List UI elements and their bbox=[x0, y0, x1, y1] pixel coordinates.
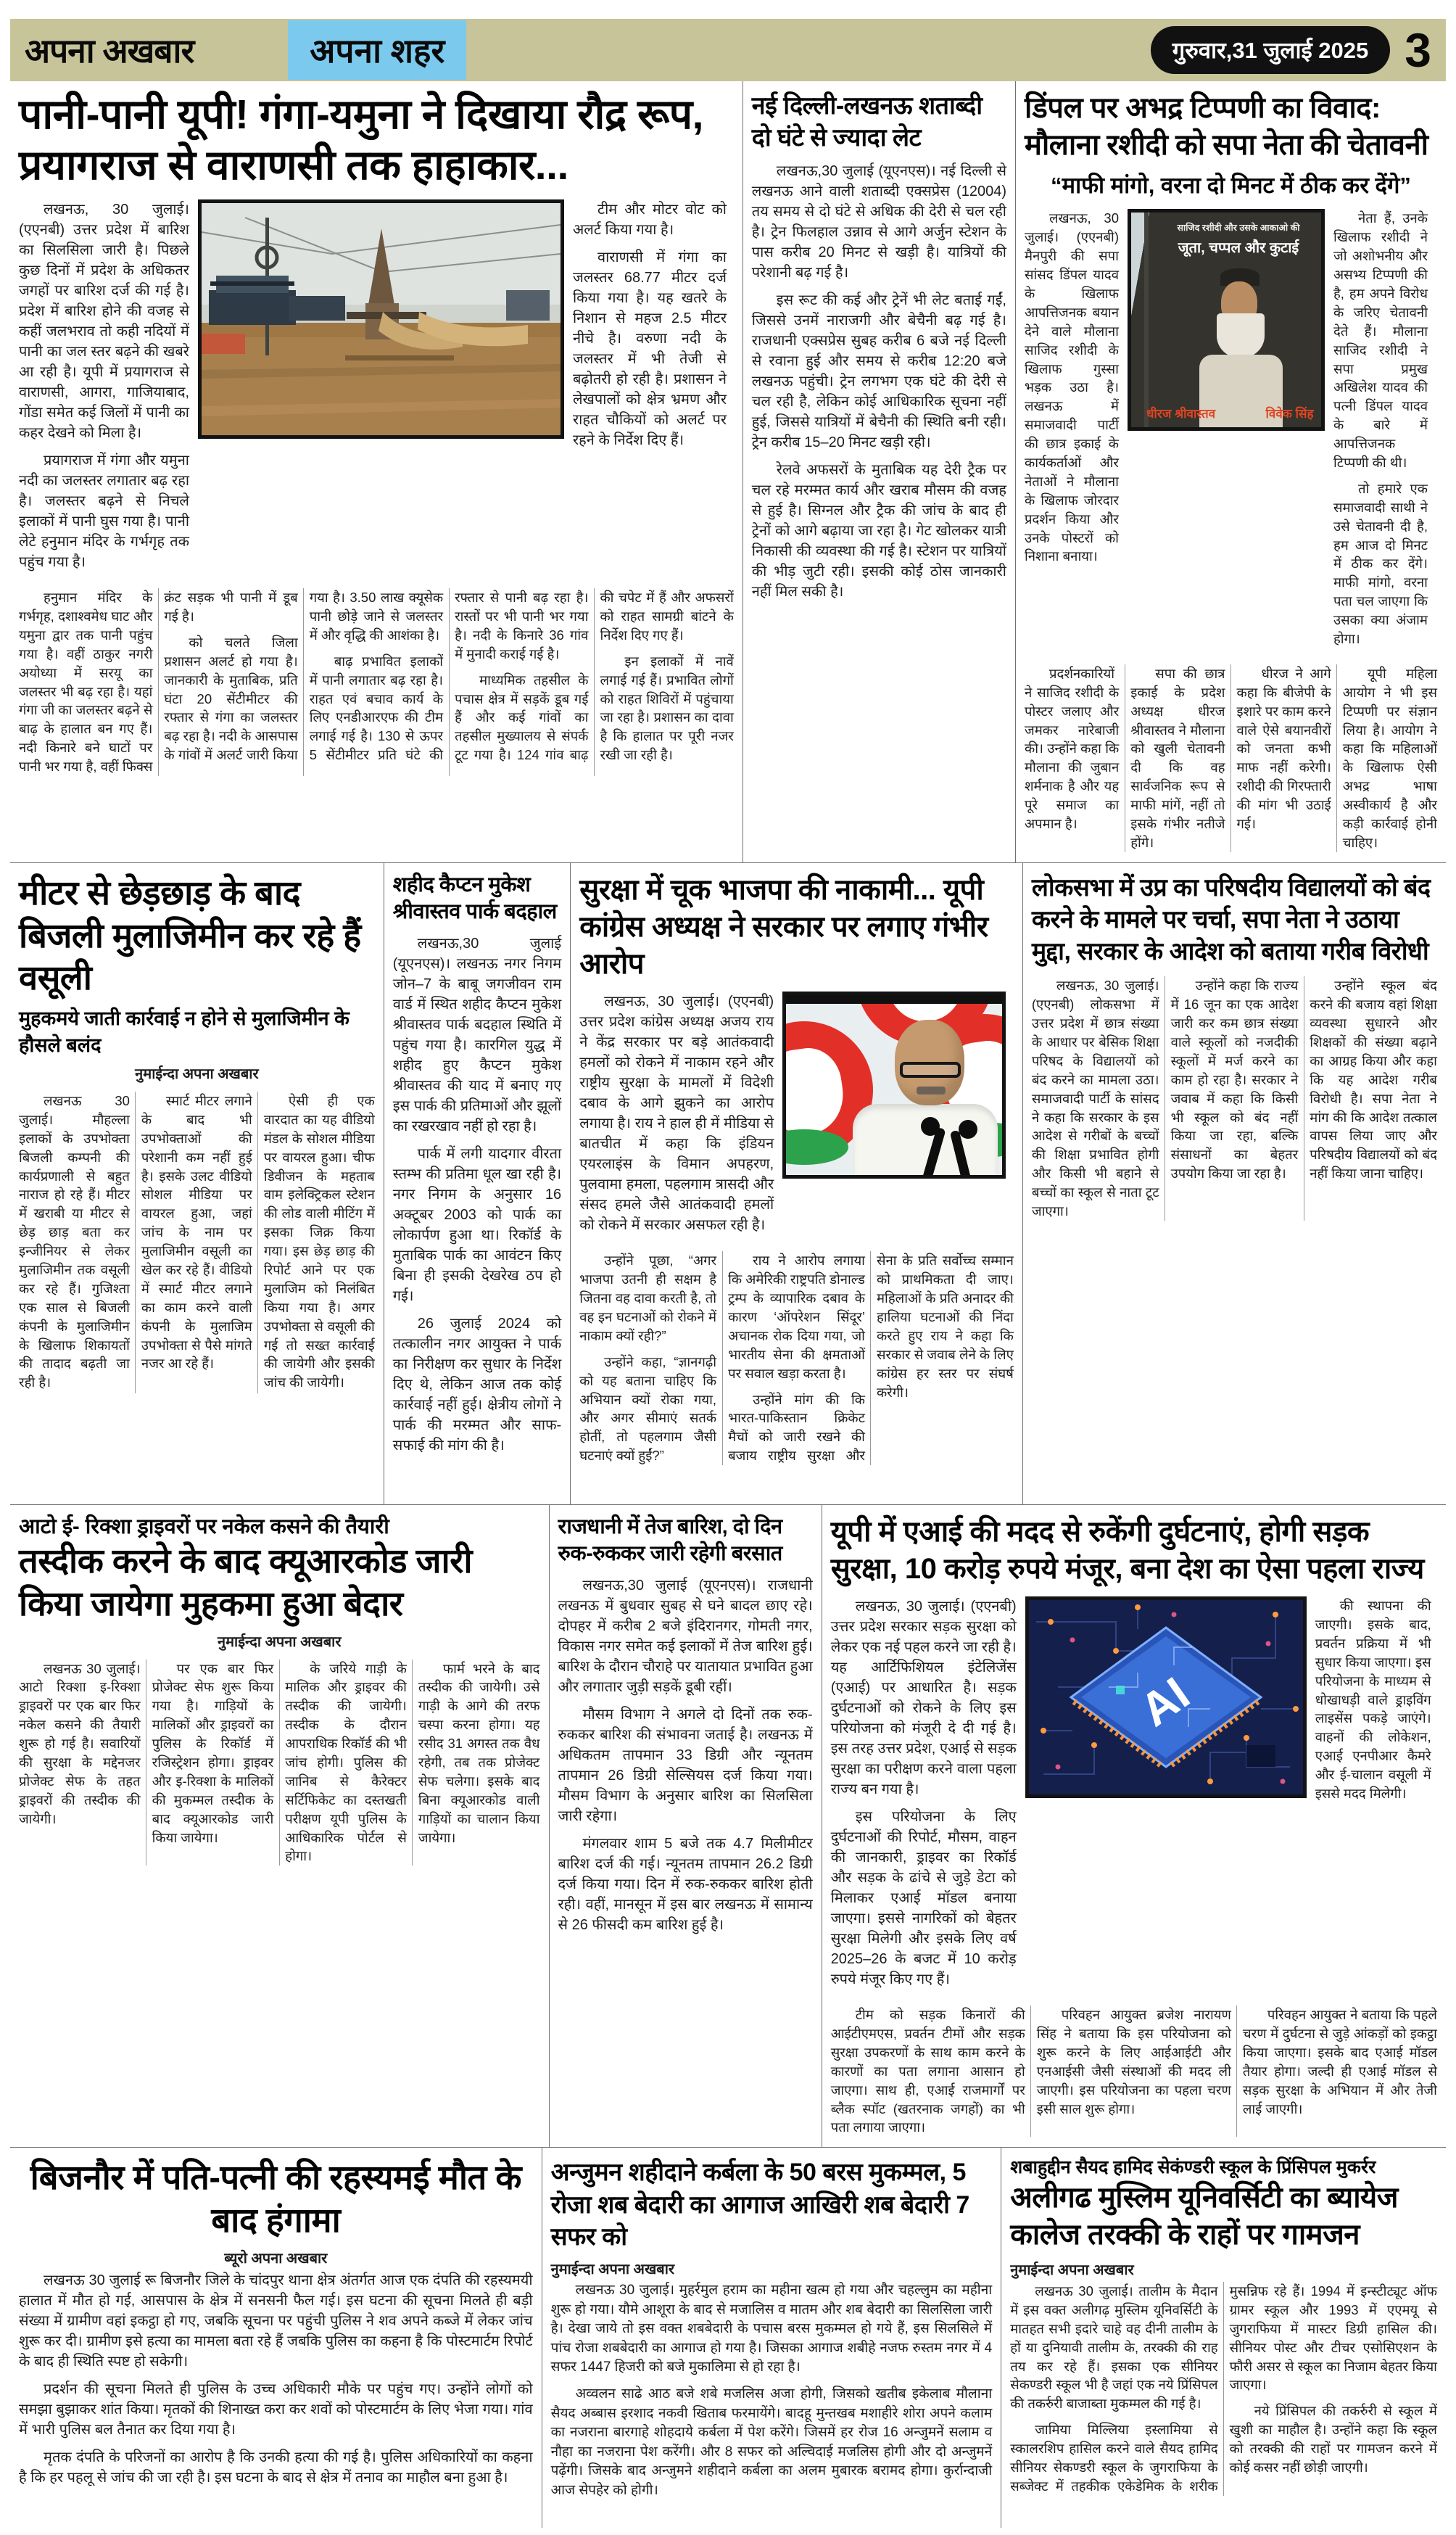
qr-kicker: आटो ई- रिक्शा ड्राइवरों पर नकेल कसने की तैयारी bbox=[19, 1514, 389, 1538]
hoarding-name-left: धीरज श्रीवास्तव bbox=[1146, 407, 1216, 421]
page-number: 3 bbox=[1405, 23, 1431, 77]
captain-headline: शहीद कैप्टन मुकेश श्रीवास्तव पार्क बदहाल bbox=[392, 873, 557, 924]
ai-col3: की स्थापना की जाएगी। इसके बाद, प्रवर्तन प्रक्रिया में भी सुधार किया जाएगा। इस परियोजना के माध्यम से धोखाधड़ी वाले ड्राइविंग लाइसेंस पकड़े जाएंगे। वाहनों की लोकेशन, एआई एनपीआर कैमरे और ई-चालान वसूली में इससे मदद मिलेगी। bbox=[1315, 1598, 1431, 1802]
date-pill: गुरुवार,31 जुलाई 2025 bbox=[1151, 26, 1391, 74]
bijnor-headline: बिजनौर में पति-पत्नी की रहस्यमई मौत के बाद हंगामा bbox=[30, 2158, 521, 2240]
rain-headline: राजधानी में तेज बारिश, दो दिन रुक-रुककर जारी रहेगी बरसात bbox=[558, 1514, 782, 1566]
ai-headline: यूपी में एआई की मदद से रुकेंगी दुर्घटनाएं, होगी सड़क सुरक्षा, 10 करोड़ रुपये मंजूर, बना देश का ऐसा पहला राज्य bbox=[830, 1515, 1424, 1585]
amu-body: लखनऊ 30 जुलाई। तालीम के मैदान में इस वक्त अलीगढ़ मुस्लिम यूनिवर्सिटी के मातहत सभी इदारे चाहे वह दीनी तालीम के हों या दुनियावी तालीम के, तरक्की की राह तय कर रहे हैं। इसका एक सीनियर सेकण्डरी स्कूल भी है जहां एक नये प्रिंसिपल की तकर्रुरी बाजाब्ता मुकम्मल की गई है। जामिया मिल्लिया इस्लामिया से स्कालरशिप हासिल करने वाले सैयद हामिद सीनियर सेकण्डरी स्कूल के जुगराफिया के सब्जेक्ट में तहकीक एकेडेमिक के शरीक मुसन्निफ रहे हैं। 1994 में इन्स्टीट्यूट ऑफ ग्रामर स्कूल और 1993 में एएमयू से जुगराफिया में मास्टर डिग्री हासिल की। सीनियर पोस्ट और टीचर एसोसिएशन के फौरी असर से स्कूल का निजाम बेहतर किया जाएगा। नये प्रिंसिपल की तकर्रुरी से स्कूल में खुशी का माहौल है। उन्होंने कहा कि स्कूल को तरक्की की राहों पर गामजन करने में कोई कसर नहीं छोड़ी जाएगी। bbox=[1010, 2283, 1437, 2494]
qr-headline: तस्दीक करने के बाद क्यूआरकोड जारी किया जायेगा मुहकमा हुआ बेदार bbox=[19, 1541, 473, 1623]
speaker-glasses bbox=[900, 1062, 961, 1078]
shatabdi-headline: नई दिल्ली-लखनऊ शताब्दी दो घंटे से ज्यादा लेट bbox=[751, 92, 983, 152]
article-ai-road-safety bbox=[822, 1505, 1446, 2148]
article-karbala bbox=[542, 2148, 1001, 2528]
shatabdi-body: लखनऊ,30 जुलाई (यूएनएस)। नई दिल्ली से लखनऊ आने वाली शताब्दी एक्सप्रेस (12004) तय समय से दो घंटे से अधिक की देरी से चल रही है। ट्रेन फिलहाल उन्नाव से आगे अर्जुन स्टेशन के पास करीब 20 मिनट से खड़ी है। यात्रियों की परेशानी बढ़ गई है। इस रूट की कई और ट्रेनें भी लेट बताई गईं, जिससे उनमें नाराजगी और बेचैनी बढ़ गई है। राजधानी एक्सप्रेस सुबह करीब 6 बजे नई दिल्ली से रवाना हुई और समय से करीब 12:20 बजे लखनऊ पहुंची। ट्रेन लगभग एक घंटे की देरी से चल रही है, लेकिन कोई आधिकारिक सूचना नहीं हुई, जिससे यात्रियों में बेचैनी की स्थिति बनी रही। ट्रेन करीब 15–20 मिनट खड़ी रही। रेलवे अफसरों के मुताबिक यह देरी ट्रैक पर चल रहे मरम्मत कार्य और खराब मौसम की वजह से हुई है। सिग्नल और ट्रैक की जांच के बाद ही ट्रेनों को आगे बढ़ाया जा रहा है। गेट खोलकर यात्री निकासी की व्यवस्था की गई है। स्टेशन पर यात्रियों की भीड़ जुटी रही। इसकी कोई ठोस जानकारी नहीं मिल सकी है। bbox=[751, 163, 1006, 601]
karbala-headline: अन्जुमन शहीदाने कर्बला के 50 बरस मुकम्मल, 5 रोजा शब बेदारी का आगाज आखिरी शब बेदारी 7 सफर को bbox=[550, 2159, 969, 2251]
dimple-body-bottom: प्रदर्शनकारियों ने साजिद रशीदी के पोस्टर जलाए और जमकर नारेबाजी की। उन्होंने कहा कि मौलाना की जुबान शर्मनाक है और यह पूरे समाज का अपमान है। सपा की छात्र इकाई के प्रदेश अध्यक्ष धीरज श्रीवास्तव ने मौलाना को खुली चेतावनी दी कि वह सार्वजनिक रूप से माफी मांगें, नहीं तो इसके गंभीर नतीजे होंगे। धीरज ने आगे कहा कि बीजेपी के इशारे पर काम करने वाले ऐसे बयानवीरों को जनता कभी माफ नहीं करेगी। रशीदी की गिरफ्तारी की मांग भी उठाई गई। यूपी महिला आयोग ने भी इस टिप्पणी पर संज्ञान लिया है। आयोग ने कहा कि महिलाओं के खिलाफ ऐसी अभद्र भाषा अस्वीकार्य है और कड़ी कार्रवाई होनी चाहिए। bbox=[1024, 665, 1437, 850]
speaker-mustache bbox=[917, 1087, 946, 1095]
qr-body: लखनऊ 30 जुलाई। आटो रिक्शा इ-रिक्शा ड्राइवरों पर एक बार फिर नकेल कसने की तैयारी शुरू हो गई है। सवारियों की सुरक्षा के मद्देनजर प्रोजेक्ट सेफ के तहत ड्राइवरों की तस्दीक की जायेगी। पर एक बार फिर प्रोजेक्ट सेफ शुरू किया गया है। गाड़ियों के मालिकों और ड्राइवरों का पुलिस के रिकॉर्ड में रजिस्ट्रेशन होगा। ड्राइवर और इ-रिक्शा के मालिकों की मुकम्मल तस्दीक के बाद क्यूआरकोड जारी किया जायेगा। के जरिये गाड़ी के मालिक और ड्राइवर की तस्दीक की जायेगी। तस्दीक के दौरान आपराधिक रिकॉर्ड की भी जांच होगी। पुलिस की जानिब से कैरेक्टर सर्टिफिकेट का दस्तखती परीक्षण यूपी पुलिस के आधिकारिक पोर्टल से होगा। फार्म भरने के बाद तस्दीक की जायेगी। उसे गाड़ी के आगे की तरफ चस्पा करना होगा। यह रसीद 31 अगस्त तक वैध रहेगी, तब तक प्रोजेक्ट सेफ चलेगा। इसके बाद बिना क्यूआरकोड वाली गाड़ियों का चालान किया जायेगा। bbox=[19, 1660, 540, 1864]
flood-col1: लखनऊ, 30 जुलाई। (एएनबी) उत्तर प्रदेश में बारिश का सिलसिला जारी है। पिछले कुछ दिनों में प्रदेश के अधिकतर जगहों पर बारिश दर्ज की गई है। प्रदेश में बारिश होने की वजह से कहीं जलभराव तो कही नदियों में पानी का जल स्तर बढ़ने की खबरे आ रही है। यूपी में प्रयागराज से वाराणसी, आगरा, गाजियाबाद, गोंडा समेत कई जिलों में पानी का कहर देखने को मिला है। प्रयागराज में गंगा और यमुना नदी का जलस्तर लगातार बढ़ रहा है। जलस्तर बढ़ने से निचले इलाकों में पानी घुस गया है। पानी लेटे हनुमान मंदिर के गर्भगृह तक पहुंच गया है। bbox=[19, 202, 189, 571]
edition-name: अपना शहर bbox=[288, 20, 466, 80]
article-shatabdi bbox=[743, 81, 1015, 862]
meter-subhead: मुहकमये जाती कार्रवाई न होने से मुलाजिमीन के हौसले बलंद bbox=[19, 1007, 349, 1057]
hoarding-photo bbox=[1128, 209, 1325, 431]
maulana-beard bbox=[1217, 313, 1265, 358]
meter-byline: नुमाईन्दा अपना अखबार bbox=[135, 1066, 259, 1083]
band-middle bbox=[10, 862, 1446, 1504]
ai-body-bottom: टीम को सड़क किनारों की आईटीएमएस, प्रवर्तन टीमों और सड़क सुरक्षा उपकरणों के साथ काम करने के कारणों का पता लगाना आसान हो जाएगा। साथ ही, एआई राजमार्गों पर ब्लैक स्पॉट (खतरनाक जगहों) का भी पता लगाया जाएगा। परिवहन आयुक्त ब्रजेश नारायण सिंह ने बताया कि इस परियोजना को शुरू करने के लिए आईआईटी और एनआईसी जैसी संस्थाओं की मदद ली जाएगी। इस परियोजना का पहला चरण इसी साल शुरू होगा। परिवहन आयुक्त ने बताया कि पहले चरण में दुर्घटना से जुड़े आंकड़ों को इकट्ठा किया जाएगा। इसके बाद एआई मॉडल तैयार होगा। जल्दी ही एआई मॉडल से सड़क सुरक्षा के अभियान में और तेजी लाई जाएगी। bbox=[830, 2007, 1437, 2135]
hoarding-pole bbox=[1144, 213, 1149, 427]
congress-press-photo bbox=[782, 992, 1006, 1179]
article-schools bbox=[1022, 863, 1446, 1504]
karbala-byline: नुमाईन्दा अपना अखबार bbox=[550, 2261, 675, 2278]
rain-body: लखनऊ,30 जुलाई (यूएनएस)। राजधानी लखनऊ में बुधवार सुबह से घने बादल छाए रहे। दोपहर में करीब 2 बजे इंदिरानगर, गोमती नगर, विकास नगर समेत कई इलाकों में तेज बारिश हुई। बारिश के दौरान चौराहे पर यातायात प्रभावित हुआ और लगातार जुड़ी सड़कें डूबी रहीं। मौसम विभाग ने अगले दो दिनों तक रुक-रुककर बारिश की संभावना जताई है। लखनऊ में अधिकतम तापमान 33 डिग्री और न्यूनतम तापमान 26 डिग्री सेल्सियस दर्ज किया गया। मौसम विभाग के अनुसार बारिश का सिलसिला जारी रहेगा। मंगलवार शाम 5 बजे तक 4.7 मिलीमीटर बारिश दर्ज की गई। न्यूनतम तापमान 26.2 डिग्री दर्ज किया गया। दिन में रुक-रुककर बारिश होती रही। वहीं, मानसून में इस बार लखनऊ में सामान्य से 26 फीसदी कम बारिश हुई है। bbox=[558, 1578, 813, 1934]
masthead bbox=[10, 19, 1446, 81]
flood-col3: टीम और मोटर वोट को अलर्ट किया गया है। वाराणसी में गंगा का जलस्तर 68.77 मीटर दर्ज किया गया है। यह खतरे के निशान से महज 2.5 मीटर नीचे है। वरुणा नदी के जलस्तर में भी तेजी से बढ़ोतरी हो रही है। प्रशासन ने लेखपालों को क्षेत्र भ्रमण और राहत चौकियों को अलर्ट पर रहने के निर्देश दिए हैं। bbox=[573, 202, 727, 449]
amu-byline: नुमाईन्दा अपना अखबार bbox=[1010, 2262, 1134, 2278]
band-lower bbox=[10, 1504, 1446, 2148]
bijnor-body: लखनऊ 30 जुलाई रू बिजनौर जिले के चांदपुर थाना क्षेत्र अंतर्गत आज एक दंपति की रहस्यमयी हालात में मौत हो गई, आसपास के क्षेत्र में सनसनी फैल गई। इस घटना की सूचना मिलते ही बड़ी संख्या में ग्रामीण वहां इकट्ठा हो गए, जबकि सूचना पर पहुंची पुलिस ने शव अपने कब्जे में लेकर जांच शुरू कर दी। ग्रामीण इसे हत्या का मामला बता रहे हैं जबकि पुलिस का कहना है कि पोस्टमार्टम रिपोर्ट के बाद ही स्थिति स्पष्ट हो सकेगी। प्रदर्शन की सूचना मिलते ही पुलिस के उच्च अधिकारी मौके पर पहुंच गए। उन्होंने लोगों को समझा बुझाकर शांत किया। मृतकों की शिनाख्त करा कर शवों को पोस्टमार्टम के लिए भेजा गया। गांव में भारी पुलिस बल तैनात कर दिया गया है। मृतक दंपति के परिजनों का आरोप है कि उनकी हत्या की गई है। पुलिस अधिकारियों का कहना है कि हर पहलू से जांच की जा रही है। इस घटना के बाद से क्षेत्र में तनाव का माहौल बना हुआ है। bbox=[19, 2272, 533, 2486]
article-rain bbox=[549, 1505, 822, 2148]
captain-body: लखनऊ,30 जुलाई (यूएनएस)। लखनऊ नगर निगम जोन–7 के बाबू जगजीवन राम वार्ड में स्थित शहीद कैप्टन मुकेश श्रीवास्तव पार्क बदहाल स्थिति में पहुंच गया है। कारगिल युद्ध में शहीद हुए कैप्टन मुकेश श्रीवास्तव की याद में बनाए गए इस पार्क की प्रतिमाओं और झूलों का रखरखाव नहीं हो रहा है। पार्क में लगी यादगार वीरता स्तम्भ की प्रतिमा धूल खा रही है। नगर निगम के अनुसार 16 अक्टूबर 2003 को पार्क का लोकार्पण हुआ था। रिकॉर्ड के मुताबिक पार्क का आवंटन किए बिना ही इसकी देखरेख ठप हो गई। 26 जुलाई 2024 को तत्कालीन नगर आयुक्त ने पार्क का निरीक्षण कर सुधार के निर्देश दिए थे, लेकिन आज तक कोई कार्रवाई नहीं हुई। क्षेत्रीय लोगों ने पार्क की मरम्मत और साफ-सफाई की मांग की है। bbox=[392, 936, 562, 1454]
article-captain-park bbox=[384, 863, 570, 1504]
article-amu bbox=[1001, 2148, 1446, 2528]
ai-chip-photo bbox=[1025, 1596, 1307, 1798]
schools-headline: लोकसभा में उप्र का परिषदीय विद्यालयों को बंद करने के मामले पर चर्चा, सपा नेता ने उठाया मुद्दा, सरकार के आदेश को बताया गरीब विरोधी bbox=[1031, 873, 1431, 966]
flood-body-bottom: हनुमान मंदिर के गर्भगृह, दशाश्वमेध घाट और यमुना द्वार तक पानी पहुंच गया है। वहीं ठाकुर नगरी अयोध्या में सरयू का जलस्तर भी बढ़ रहा है। यहां गंगा जी का जलस्तर बढ़ने से बाढ़ के हालात बन गए हैं। नदी किनारे बने घाटों पर पानी भर गया है, वहीं फिक्स क्रंट सड़क भी पानी में डूब गई है। को चलते जिला प्रशासन अलर्ट हो गया है। जानकारी के मुताबिक, प्रति घंटा 20 सेंटीमीटर की रफ्तार से गंगा का जलस्तर बढ़ रहा है। नदी के आसपास के गांवों में अलर्ट जारी किया गया है। 3.50 लाख क्यूसेक पानी छोड़े जाने से जलस्तर में और वृद्धि की आशंका है। बाढ़ प्रभावित इलाकों में पानी लगातार बढ़ रहा है। राहत एवं बचाव कार्य के लिए एनडीआरएफ की टीम लगाई गई है। 130 से ऊपर 5 सेंटीमीटर प्रति घंटे की रफ्तार से पानी बढ़ रहा है। रास्तों पर भी पानी भर गया है। नदी के किनारे 36 गांव में मुनादी कराई गई है। माध्यमिक तहसील के पचास क्षेत्र में सड़कें डूब गई हैं और कई गांवों का तहसील मुख्यालय से संपर्क टूट गया है। 124 गांव बाढ़ की चपेट में हैं और अफसरों को राहत सामग्री बांटने के निर्देश दिए गए हैं। इन इलाकों में नावें लगाई गई हैं। प्रभावित लोगों को राहत शिविरों में पहुंचाया जा रहा है। प्रशासन का दावा है कि हालात पर पूरी नजर रखी जा रही है। bbox=[19, 590, 734, 775]
congress-col1: लखनऊ, 30 जुलाई। (एएनबी) उत्तर प्रदेश कांग्रेस अध्यक्ष अजय राय ने केंद्र सरकार पर बड़े आतंकवादी हमलों को रोकने में नाकाम रहने और राष्ट्रीय सुरक्षा के मामलों में विदेशी दबाव के आगे झुकने का आरोप लगाया है। राय ने हाल ही में मीडिया से बातचीत में कहा कि इंडियन एयरलाइंस के विमान अपहरण, पुलवामा हमला, पहलगाम त्रासदी और संसद हमले जैसे आतंकवादी हमलों को रोकने में सरकार असफल रही है। bbox=[579, 994, 774, 1234]
flood-headline: पानी-पानी यूपी! गंगा-यमुना ने दिखाया रौद्र रूप, प्रयागराज से वाराणसी तक हाहाकार... bbox=[19, 91, 703, 189]
dimple-col1: लखनऊ, 30 जुलाई। (एएनबी) मैनपुरी की सपा सांसद डिंपल यादव के खिलाफ आपत्तिजनक बयान देने वाले मौलाना साजिद रशीदी के खिलाफ गुस्सा भड़क उठा है। लखनऊ में समाजवादी पार्टी की छात्र इकाई के कार्यकर्ताओं और नेताओं ने मौलाना के खिलाफ जोरदार प्रदर्शन किया और उनके पोस्टरों को निशाना बनाया। bbox=[1024, 210, 1119, 564]
hoarding-text-main: जूता, चप्पल और कुटाई bbox=[1178, 240, 1299, 257]
flood-photo bbox=[198, 199, 564, 439]
congress-body-bottom: उन्होंने पूछा, “अगर भाजपा उतनी ही सक्षम है जितना वह दावा करती है, तो वह इन घटनाओं को रोकने में नाकाम क्यों रही?” उन्होंने कहा, “ज्ञानगढ़ी को यह बताना चाहिए कि अभियान क्यों रोका गया, और अगर सीमाएं सतर्क होतीं, तो पहलगाम जैसी घटनाएं क्यों हुईं?” राय ने आरोप लगाया कि अमेरिकी राष्ट्रपति डोनाल्ड ट्रम्प के व्यापारिक दबाव के कारण ‘ऑपरेशन सिंदूर’ अचानक रोक दिया गया, जो भारतीय सेना की क्षमताओं पर सवाल खड़ा करता है। उन्होंने मांग की कि भारत-पाकिस्तान क्रिकेट मैचों को जारी रखने की बजाय राष्ट्रीय सुरक्षा और सेना के प्रति सर्वोच्च सम्मान को प्राथमिकता दी जाए। महिलाओं के प्रति अनादर की हालिया घटनाओं की निंदा करते हुए राय ने कहा कि सरकार से जवाब लेने के लिए कांग्रेस हर स्तर पर संघर्ष करेगी। bbox=[579, 1253, 1014, 1464]
paper-name: अपना अखबार bbox=[25, 32, 194, 70]
congress-headline: सुरक्षा में चूक भाजपा की नाकामी... यूपी कांग्रेस अध्यक्ष ने सरकार पर लगाए गंभीर आरोप bbox=[579, 873, 988, 981]
amu-headline: अलीगढ मुस्लिम यूनिवर्सिटी का ब्यायेज कालेज तरक्की के राहों पर गामजन bbox=[1010, 2181, 1398, 2251]
hoarding-name-right: विवेक सिंह bbox=[1265, 407, 1314, 421]
amu-kicker: शबाहुद्दीन सैयद हामिद सेकंण्डरी स्कूल के प्रिंसिपल मुकर्रर bbox=[1010, 2157, 1376, 2178]
photo-top-bar bbox=[786, 995, 1002, 1004]
hoarding-text-top: साजिद रशीदी और उसके आकाओ की bbox=[1177, 223, 1300, 234]
meter-body: लखनऊ 30 जुलाई। मौहल्ला इलाकों के उपभोक्ता बिजली कम्पनी की कार्यप्रणाली से बहुत नाराज हो रहे हैं। मीटर में खराबी या मीटर से छेड़ छाड़ बता कर इन्जीनियर से लेकर मुलाजिमीन तक वसूली कर रहे हैं। गुजिश्ता एक साल से बिजली कंपनी के मुलाजिमीन के खिलाफ शिकायतों की तादाद बढ़ती जा रही है। स्मार्ट मीटर लगाने के बाद भी उपभोक्ताओं की परेशानी कम नहीं हुई है। इसके उलट वीडियो सोशल मीडिया पर वायरल हुआ, जहां जांच के नाम पर मुलाजिमीन वसूली का खेल कर रहे हैं। वीडियो में स्मार्ट मीटर लगाने का काम करने वाली कंपनी के मुलाजिम उपभोक्ता से पैसे मांगते नजर आ रहे हैं। ऐसी ही एक वारदात का यह वीडियो मंडल के सोशल मीडिया पर वायरल हुआ। चीफ डिवीजन के महताब वाम इलेक्ट्रिकल स्टेशन की लोड वाली मीटिंग में इसका जिक्र किया गया। इस छेड़ छाड़ की रिपोर्ट आने पर एक मुलाजिम को निलंबित किया गया है। अगर उपभोक्ता से वसूली की गई तो सख्त कार्रवाई की जायेगी और इसकी जांच की जायेगी। bbox=[19, 1093, 375, 1390]
article-meter bbox=[10, 863, 384, 1504]
band-bottom bbox=[10, 2147, 1446, 2528]
meter-headline: मीटर से छेड़छाड़ के बाद बिजली मुलाजिमीन कर रहे हैं वसूली bbox=[19, 873, 361, 997]
article-qr-code bbox=[10, 1505, 549, 2148]
ai-chip-label: AI bbox=[1130, 1667, 1199, 1737]
article-congress bbox=[570, 863, 1022, 1504]
article-flood bbox=[10, 81, 743, 862]
dimple-col3: नेता हैं, उनके खिलाफ रशीदी ने जो अशोभनीय और असभ्य टिप्पणी की है, हम अपने विरोध के जरिए चेतावनी देते हैं। मौलाना साजिद रशीदी ने सपा प्रमुख अखिलेश यादव की पत्नी डिंपल यादव के बारे में आपत्तिजनक टिप्पणी की थी। तो हमारे एक समाजवादी साथी ने उसे चेतावनी दी है, हम आज दो मिनट में ठीक कर देंगे। माफी मांगो, वरना पता चल जाएगा कि उसका क्या अंजाम होगा। bbox=[1333, 210, 1428, 646]
schools-body: लखनऊ, 30 जुलाई। (एएनबी) लोकसभा में उत्तर प्रदेश में छात्र संख्या के आधार पर बेसिक शिक्षा परिषद के विद्यालयों को बंद करने का मामला उठा। समाजवादी पार्टी के सांसद ने कहा कि सरकार के इस आदेश से गरीबों के बच्चों की शिक्षा प्रभावित होगी और किसी भी बहाने से बच्चों का स्कूल से नाता टूट जाएगा। उन्होंने कहा कि राज्य में 16 जून का एक आदेश जारी कर कम छात्र संख्या वाले स्कूलों को नजदीकी स्कूलों में मर्ज करने का काम हो रहा है। सरकार ने जवाब में कहा कि किसी भी स्कूल को बंद नहीं किया जा रहा, बल्कि संसाधनों का बेहतर उपयोग किया जा रहा है। उन्होंने स्कूल बंद करने की बजाय वहां शिक्षा व्यवस्था सुधारने और शिक्षकों की संख्या बढ़ाने का आग्रह किया और कहा कि यह आदेश गरीब विरोधी है। सपा नेता ने मांग की कि आदेश तत्काल वापस लिया जाए और परिषदीय विद्यालयों को बंद नहीं किया जाना चाहिए। bbox=[1031, 978, 1437, 1219]
qr-byline: नुमाईन्दा अपना अखबार bbox=[218, 1633, 342, 1650]
article-bijnor bbox=[10, 2148, 542, 2528]
ai-col1: लखनऊ, 30 जुलाई। (एएनबी) उत्तर प्रदेश सरकार सड़क सुरक्षा को लेकर एक नई पहल करने जा रही है। यह आर्टिफिशियल इंटेलिजेंस (एआई) पर आधारित है। सड़क दुर्घटनाओं को रोकने के लिए इस परियोजना को मंजूरी दे दी गई है। इस तरह उत्तर प्रदेश, एआई से सड़क सुरक्षा का परीक्षण करने वाला पहला राज्य बन गया है। इस परियोजना के लिए दुर्घटनाओं की रिपोर्ट, मौसम, वाहन की जानकारी, ड्राइवर का रिकॉर्ड और सड़क के ढांचे से जुड़े डेटा को मिलाकर एआई मॉडल बनाया जाएगा। इससे नागरिकों को बेहतर सुरक्षा मिलेगी और इसके लिए वर्ष 2025–26 के बजट में 10 करोड़ रुपये मंजूर किए गए हैं। bbox=[830, 1599, 1017, 1988]
dimple-quote: “माफी मांगो, वरना दो मिनट में ठीक कर देंगे” bbox=[1051, 173, 1411, 199]
bijnor-byline: ब्यूरो अपना अखबार bbox=[224, 2250, 328, 2267]
article-dimple bbox=[1015, 81, 1446, 862]
band-top bbox=[10, 81, 1446, 862]
karbala-body: लखनऊ 30 जुलाई। मुहर्रमुल हराम का महीना खत्म हो गया और चहल्लुम का महीना शुरू हो गया। यौमे आशूरा के बाद से मजालिस व मातम और शब बेदारी का सिलसिला जारी है। देखा जाये तो इस वक्त शबबेदारी के पचास बरस मुकम्मल हो गये हैं, इस सिलसिले में पांच रोजा शबबेदारी का आगाज हो गया है। जिसका आगाज शबीहे नजफ रुस्तम नगर में 4 सफर 1447 हिजरी को बजे मुकालिमा से हो रहा है। अव्वलन साढे आठ बजे शबे मजलिस अजा होगी, जिसको खतीब इकेलाब मौलाना सैयद अब्बास इरशाद नकवी खिताब फरमायेंगे। बादहू मुन्तखब मशाहीरे शोरा अपने कलाम का नजराना बारगाहे शोहदाये कर्बला में पेश करेंगे। जिसमें हर रोज 16 अन्जुमनें सलाम व नौहा का नजराना पेश करेंगी। और 8 सफर को अल्विदाई मजलिस होगी और दो अन्जुमनें पढ़ेंगी। जिसके बाद अन्जुमने शहीदाने कर्बला का अलम मुबारक बरामद होगा। कुर्रान्दाजी आज सेपहेर को होगी। bbox=[550, 2282, 993, 2498]
dimple-headline: डिंपल पर अभद्र टिप्पणी का विवाद: मौलाना रशीदी को सपा नेता की चेतावनी bbox=[1024, 92, 1428, 162]
